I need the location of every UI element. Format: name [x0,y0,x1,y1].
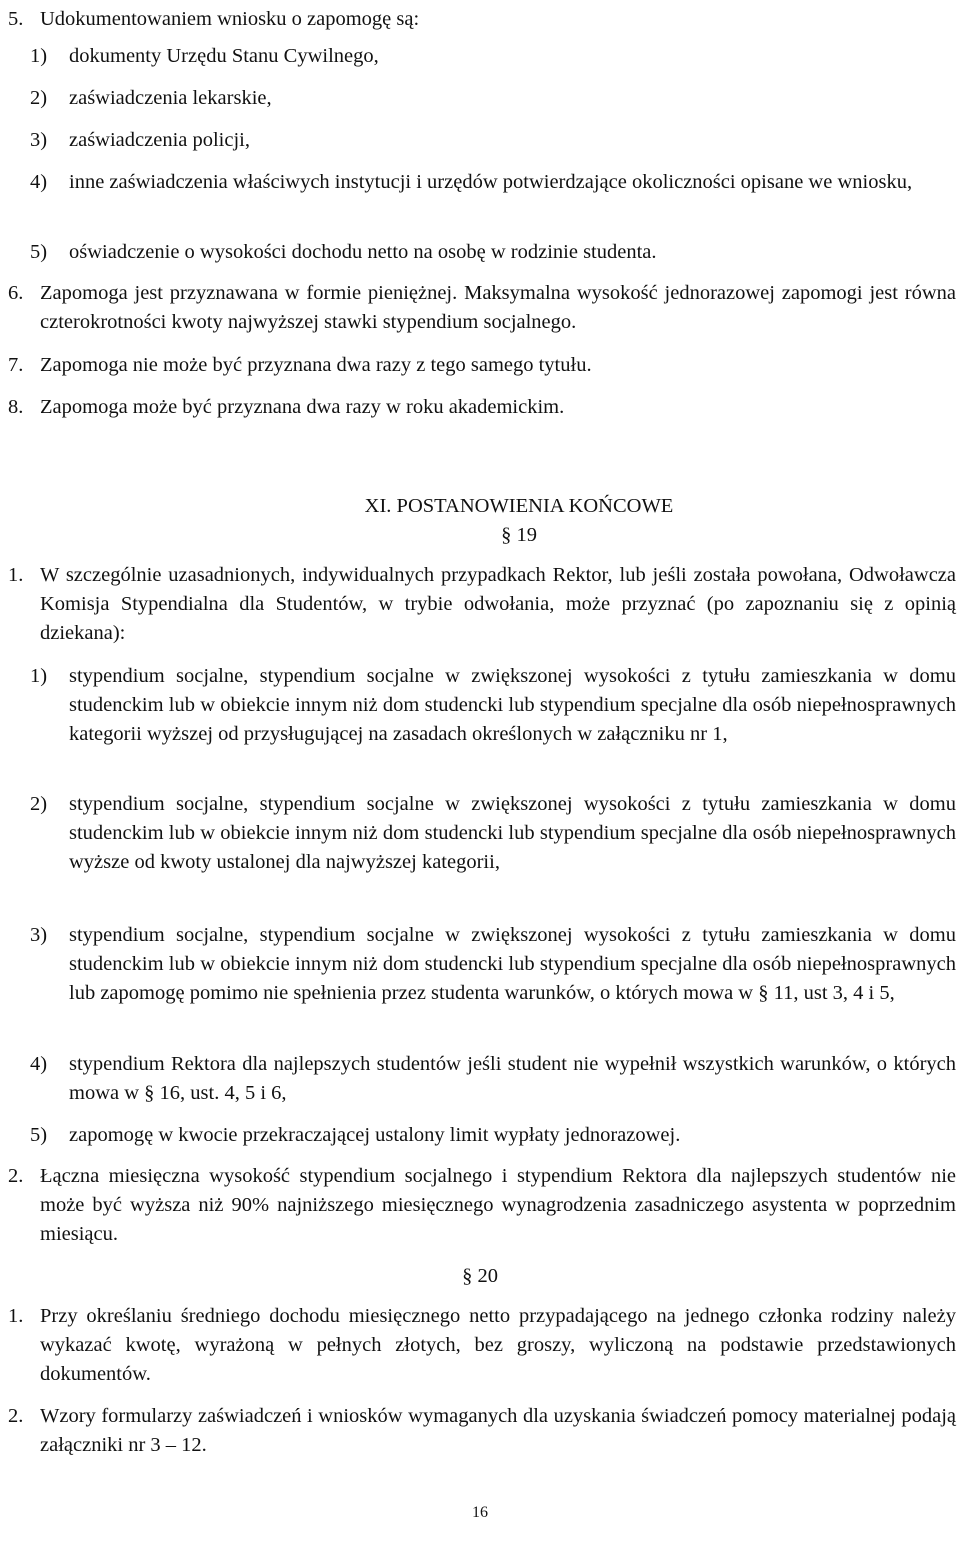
list-item-text: oświadczenie o wysokości dochodu netto na osobę w rodzinie studenta. [69,241,657,263]
paragraph-5 [8,5,956,34]
paragraph-19-1 [8,561,956,648]
list-item [30,42,956,71]
list-item [30,790,956,877]
paragraph-6 [8,279,956,337]
list-item-number: 1) [30,665,48,687]
paragraph-number: 6. [8,282,24,304]
list-item-text: stypendium Rektora dla najlepszych studentów jeśli student nie wypełnił wszystkich warunków, o których mowa w § 16, ust. 4, 5 i 6, [69,1053,956,1104]
list-item-text: stypendium socjalne, stypendium socjalne w zwiększonej wysokości z tytułu zamieszkania w domu studenckim lub w obiekcie innym niż dom studencki lub stypendium specjalne dla osób niepełnosprawnych kategorii wyższej od przysługującej na zasadach określonych w załączniku nr 1, [69,665,956,745]
list-item [30,168,956,197]
list-item-text: stypendium socjalne, stypendium socjalne w zwiększonej wysokości z tytułu zamieszkania w domu studenckim lub w obiekcie innym niż dom studencki lub stypendium specjalne dla osób niepełnosprawnych lub zapomogę pomimo nie spełnienia przez studenta warunków, o których mowa w § 11, ust 3, 4 i 5, [69,924,956,1004]
section-heading-20: § 20 [462,1265,498,1287]
list-item-number: 5) [30,1124,48,1146]
list-item [30,921,956,1008]
list-item-number: 2) [30,87,48,109]
paragraph-number: 1. [8,564,24,586]
list-item-number: 3) [30,924,48,946]
list-item-number: 3) [30,129,48,151]
paragraph-text: W szczególnie uzasadnionych, indywidualnych przypadkach Rektor, lub jeśli została powołana, Odwoławcza Komisja Stypendialna dla Studentów, w trybie odwołania, może przyznać (po zapoznaniu się z opinią dziekana): [40,564,956,644]
list-item-text: inne zaświadczenia właściwych instytucji i urzędów potwierdzające okoliczności opisane we wniosku, [69,171,913,193]
list-item-number: 2) [30,793,48,815]
page-number: 16 [472,1504,488,1521]
list-item-text: zaświadczenia lekarskie, [69,87,272,109]
paragraph-number: 7. [8,354,24,376]
paragraph-text: Wzory formularzy zaświadczeń i wniosków wymaganych dla uzyskania świadczeń pomocy materialnej podają załączniki nr 3 – 12. [40,1405,956,1456]
paragraph-number: 2. [8,1405,24,1427]
list-item-text: stypendium socjalne, stypendium socjalne w zwiększonej wysokości z tytułu zamieszkania w domu studenckim lub w obiekcie innym niż dom studencki lub stypendium specjalne dla osób niepełnosprawnych wyższe od kwoty ustalonej dla najwyższej kategorii, [69,793,956,873]
paragraph-text: Zapomoga nie może być przyznana dwa razy z tego samego tytułu. [40,354,592,376]
paragraph-text: Łączna miesięczna wysokość stypendium socjalnego i stypendium Rektora dla najlepszych studentów nie może być wyższa niż 90% najniższego miesięcznego wynagrodzenia zasadniczego asystenta w poprzednim miesiącu. [40,1165,956,1245]
list-item-number: 4) [30,1053,48,1075]
list-item [30,238,956,267]
paragraph-20-2 [8,1402,956,1460]
list-item-number: 1) [30,45,48,67]
list-item [30,1121,956,1150]
paragraph-20-1 [8,1302,956,1389]
list-item [30,1050,956,1108]
list-item-text: zaświadczenia policji, [69,129,250,151]
list-item [30,126,956,155]
section-heading-19: § 19 [501,524,537,546]
list-item-text: dokumenty Urzędu Stanu Cywilnego, [69,45,379,67]
list-item-number: 4) [30,171,48,193]
list-item-number: 5) [30,241,48,263]
paragraph-text: Przy określaniu średniego dochodu miesięcznego netto przypadającego na jednego członka rodziny należy wykazać kwotę, wyrażoną w pełnych złotych, bez groszy, wyliczoną na podstawie przedstawionych dokumentów. [40,1305,956,1385]
paragraph-text: Zapomoga może być przyznana dwa razy w roku akademickim. [40,396,565,418]
paragraph-7 [8,351,956,380]
list-item-text: zapomogę w kwocie przekraczającej ustalony limit wypłaty jednorazowej. [69,1124,681,1146]
paragraph-text: Udokumentowaniem wniosku o zapomogę są: [40,8,420,30]
paragraph-8 [8,393,956,422]
paragraph-19-2 [8,1162,956,1249]
chapter-title: XI. POSTANOWIENIA KOŃCOWE [364,495,674,517]
paragraph-number: 1. [8,1305,24,1327]
paragraph-text: Zapomoga jest przyznawana w formie pieniężnej. Maksymalna wysokość jednorazowej zapomogi jest równa czterokrotności kwoty najwyższej stawki stypendium socjalnego. [40,282,956,333]
paragraph-number: 2. [8,1165,24,1187]
list-item [30,662,956,749]
list-item [30,84,956,113]
paragraph-number: 5. [8,8,24,30]
paragraph-number: 8. [8,396,24,418]
